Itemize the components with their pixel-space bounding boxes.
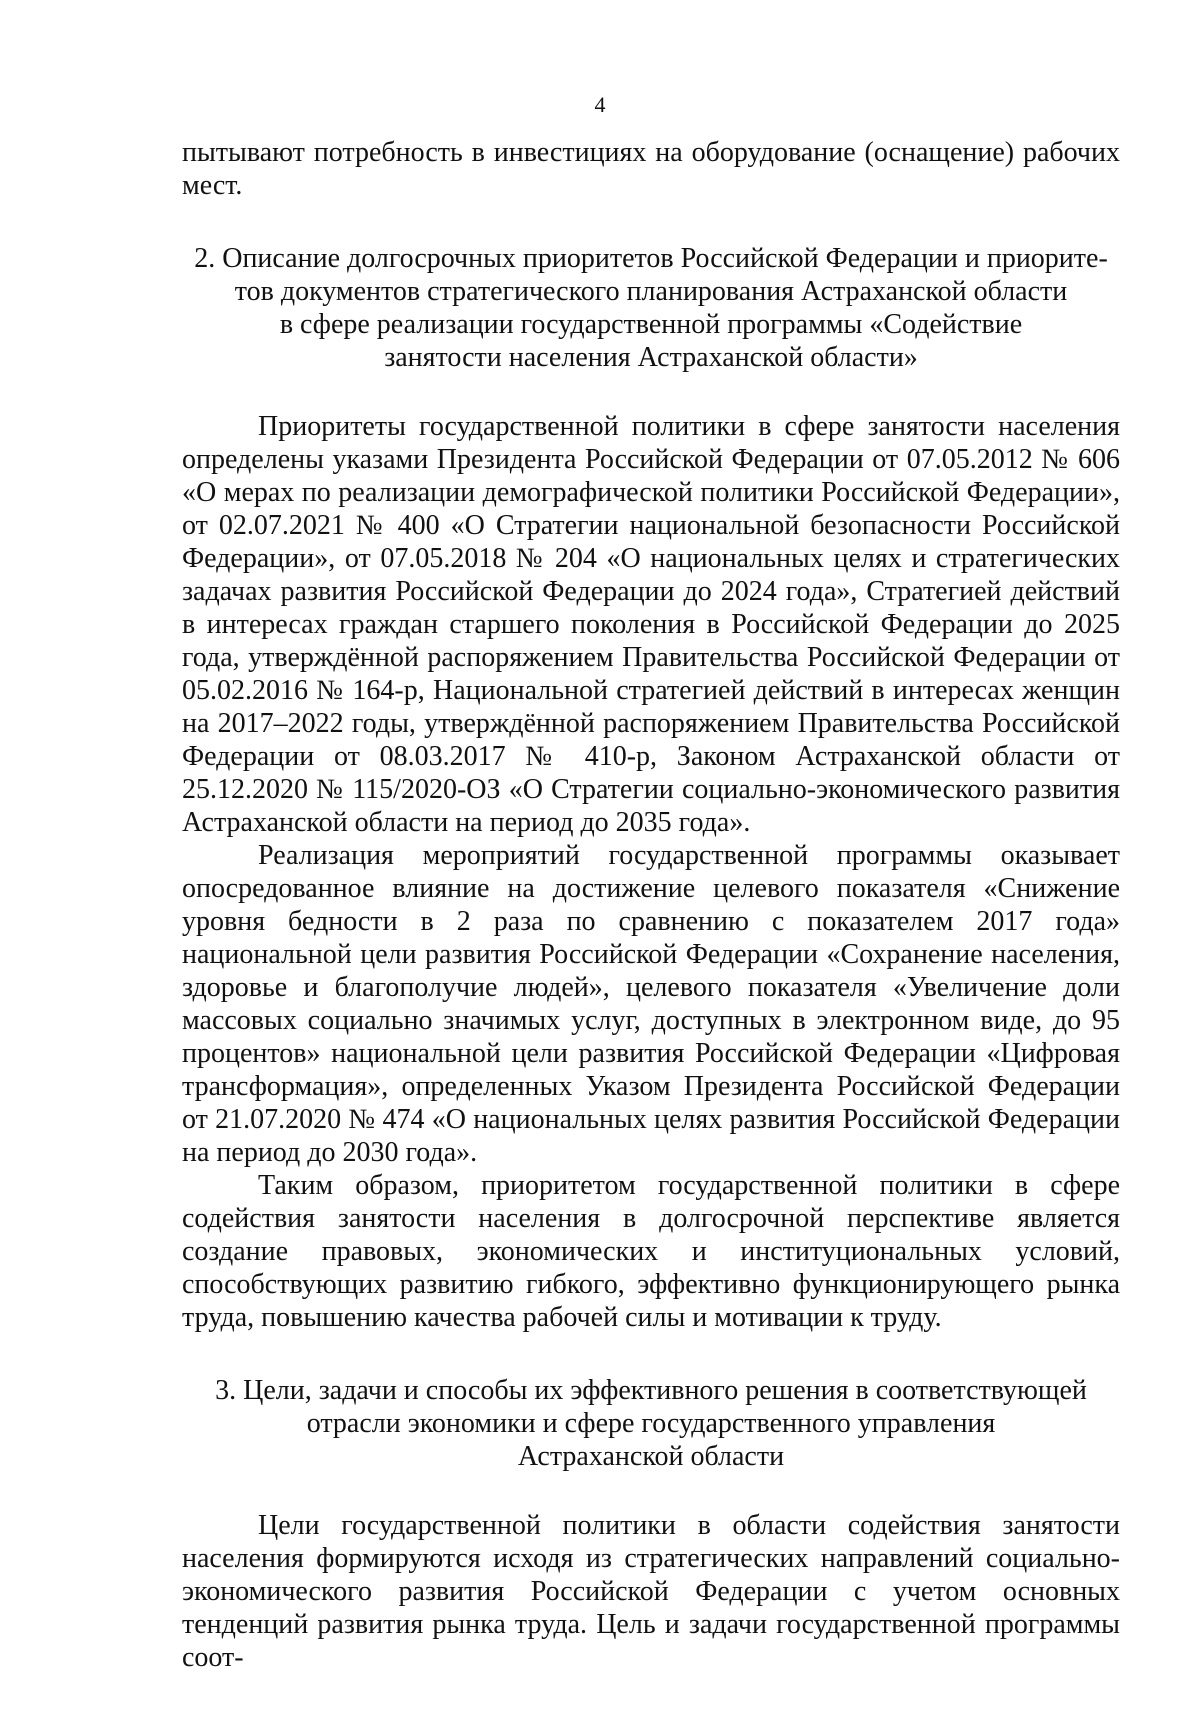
section-2-paragraph-conclusion: Таким образом, приоритетом государственной политики в сфере содействия занятости населения в долгосрочной перспективе является создание правовых, экономических и институциональных условий, способствующих развитию гибкого, эффективно функционирующего рынка труда, повышению качества рабочей силы и мотивации к труду. <box>182 1170 1120 1333</box>
section-2-paragraph-implementation: Реализация мероприятий государственной программы оказывает опосредованное влияние на достижение целевого показателя «Снижение уровня бедности в 2 раза по сравнению с показателем 2017 года» национальной цели развития Российской Федерации «Сохранение населения, здоровье и благополучие людей», целевого показателя «Увеличение доли массовых социально значимых услуг, доступных в электронном виде, до 95 процентов» национальной цели развития Российской Федерации «Цифровая трансформация», определенных Указом Президента Российской Федерации от 21.07.2020 № 474 «О национальных целях развития Российской Федерации на период до 2030 года». <box>182 840 1120 1168</box>
continued-paragraph: пытывают потребность в инвестициях на оборудование (оснащение) рабочих мест. <box>182 137 1120 201</box>
section-3-paragraph-goals: Цели государственной политики в области содействия занятости населения формируются исходя из стратегических направлений социально-экономического развития Российской Федерации с учетом основных тенденций развития рынка труда. Цель и задачи государственной программы соот- <box>182 1510 1120 1673</box>
section-3-heading-line: 3. Цели, задачи и способы их эффективного решения в соответствующей <box>215 1375 1087 1406</box>
section-2-heading-line: 2. Описание долгосрочных приоритетов Российской Федерации и приорите- <box>194 243 1108 274</box>
page-number: 4 <box>594 92 606 117</box>
section-2-heading-line: в сфере реализации государственной программы «Содействие <box>279 309 1023 340</box>
section-2-heading-line: занятости населения Астраханской области» <box>384 342 918 373</box>
section-3-heading <box>182 1374 1120 1473</box>
section-2-paragraph-priorities: Приоритеты государственной политики в сфере занятости населения определены указами Президента Российской Федерации от 07.05.2012 № 606 «О мерах по реализации демографической политики Российской Федерации», от 02.07.2021 № 400 «О Стратегии национальной безопасности Российской Федерации», от 07.05.2018 № 204 «О национальных целях и стратегических задачах развития Российской Федерации до 2024 года», Стратегией действий в интересах граждан старшего поколения в Российской Федерации до 2025 года, утверждённой распоряжением Правительства Российской Федерации от 05.02.2016 № 164-р, Национальной стратегией действий в интересах женщин на 2017–2022 годы, утверждённой распоряжением Правительства Российской Федерации от 08.03.2017 № 410-р, Законом Астраханской области от 25.12.2020 № 115/2020-ОЗ «О Стратегии социально-экономического развития Астраханской области на период до 2035 года». <box>182 411 1120 838</box>
section-2-heading <box>182 242 1120 374</box>
section-2-heading-line: тов документов стратегического планирования Астраханской области <box>234 276 1068 307</box>
section-3-heading-line: отрасли экономики и сфере государственного управления <box>306 1408 996 1439</box>
section-3-heading-line: Астраханской области <box>517 1441 785 1472</box>
document-body <box>182 136 1120 1674</box>
